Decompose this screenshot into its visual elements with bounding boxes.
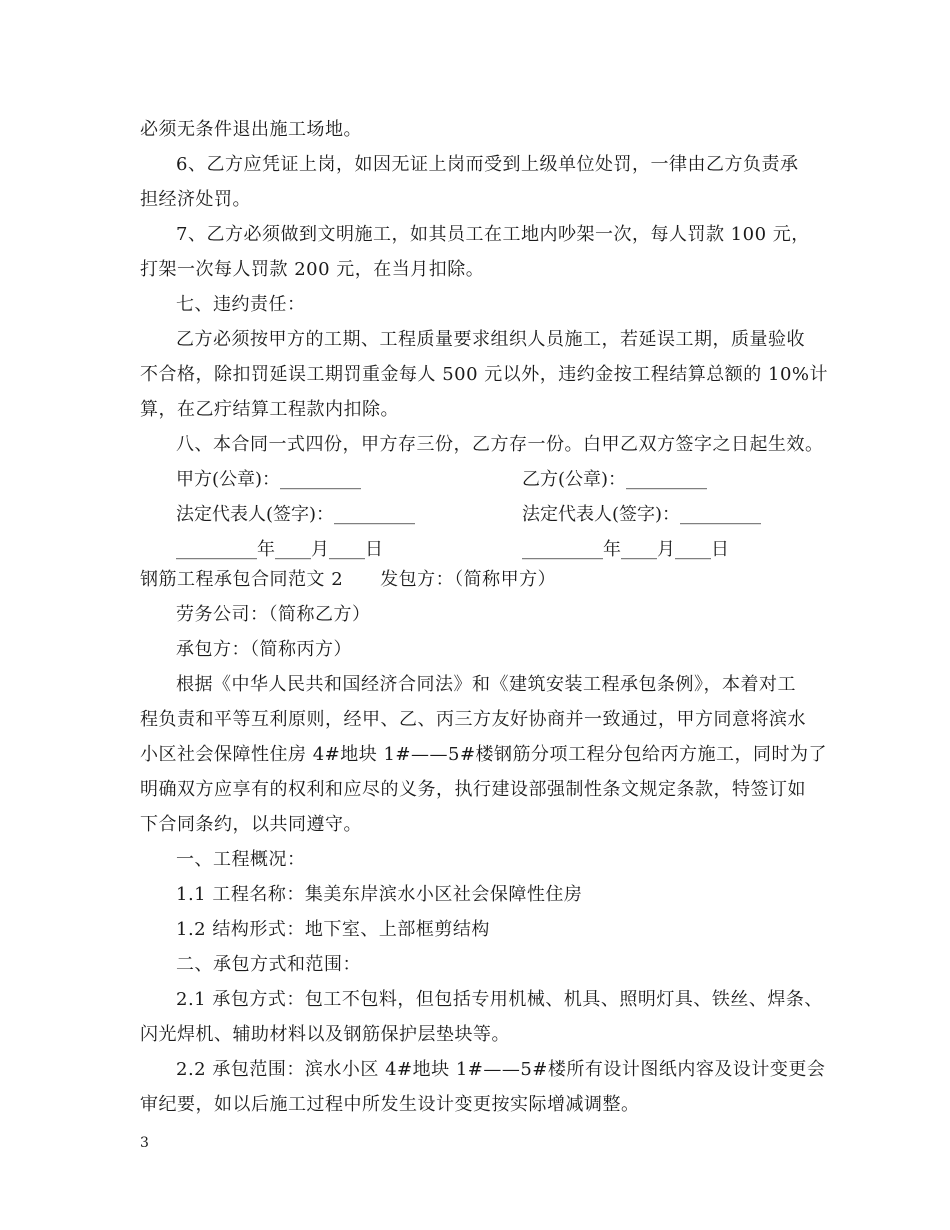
party-a-date-field: _________年____月____日 (176, 539, 383, 560)
paragraph-line: 闪光焊机、辅助材料以及钢筋保护层垫块等。 (140, 1024, 510, 1045)
paragraph-line: 2.2 承包范围：滨水小区 4#地块 1#——5#楼所有设计图纸内容及设计变更会 (176, 1059, 826, 1080)
paragraph-line: 1.2 结构形式：地下室、上部框剪结构 (176, 919, 490, 940)
paragraph-line: 小区社会保障性住房 4#地块 1#——5#楼钢筋分项工程分包给丙方施工，同时为了 (140, 744, 828, 765)
document-title-line: 钢筋工程承包合同范文 2 发包方：（简称甲方） (140, 569, 557, 590)
paragraph-line: 程负责和平等互利原则，经甲、乙、丙三方友好协商并一致通过，甲方同意将滨水 (140, 709, 806, 730)
paragraph-line: 打架一次每人罚款 200 元，在当月扣除。 (140, 259, 485, 280)
party-b-seal-field: 乙方(公章)：_________ (522, 469, 708, 490)
paragraph-line: 担经济处罚。 (140, 189, 251, 210)
paragraph-line: 6、乙方应凭证上岗，如因无证上岗而受到上级单位处罚，一律由乙方负责承 (176, 154, 799, 175)
paragraph-line: 劳务公司：（简称乙方） (176, 604, 371, 625)
paragraph-line: 必须无条件退出施工场地。 (140, 119, 362, 140)
paragraph-line: 审纪要，如以后施工过程中所发生设计变更按实际增减调整。 (140, 1094, 640, 1115)
section-heading: 一、工程概况： (176, 849, 306, 870)
party-b-representative-field: 法定代表人(签字)：_________ (522, 504, 762, 525)
paragraph-line: 明确双方应享有的权利和应尽的义务，执行建设部强制性条文规定条款，特签订如 (140, 779, 806, 800)
party-b-date-field: _________年____月____日 (522, 539, 729, 560)
section-heading: 七、违约责任： (176, 294, 306, 315)
paragraph-line: 不合格，除扣罚延误工期罚重金每人 500 元以外，违约金按工程结算总额的 10%计 (140, 364, 829, 385)
paragraph-line: 7、乙方必须做到文明施工，如其员工在工地内吵架一次，每人罚款 100 元， (176, 224, 810, 245)
paragraph-line: 根据《中华人民共和国经济合同法》和《建筑安装工程承包条例》，本着对工 (176, 674, 796, 695)
party-a-representative-field: 法定代表人(签字)：_________ (176, 504, 416, 525)
paragraph-line: 2.1 承包方式：包工不包料，但包括专用机械、机具、照明灯具、铁丝、焊条、 (176, 989, 823, 1010)
paragraph-line: 算，在乙疔结算工程款内扣除。 (140, 399, 399, 420)
paragraph-line: 下合同条约，以共同遵守。 (140, 814, 362, 835)
paragraph-line: 乙方必须按甲方的工期、工程质量要求组织人员施工，若延误工期，质量验收 (176, 329, 805, 350)
section-heading: 二、承包方式和范围： (176, 954, 361, 975)
party-a-seal-field: 甲方(公章)：_________ (176, 469, 362, 490)
paragraph-line: 八、本合同一式四份，甲方存三份，乙方存一份。白甲乙双方签字之日起生效。 (176, 434, 824, 455)
paragraph-line: 承包方：（简称丙方） (176, 639, 352, 660)
page-number: 3 (140, 1135, 149, 1151)
paragraph-line: 1.1 工程名称：集美东岸滨水小区社会保障性住房 (176, 884, 583, 905)
